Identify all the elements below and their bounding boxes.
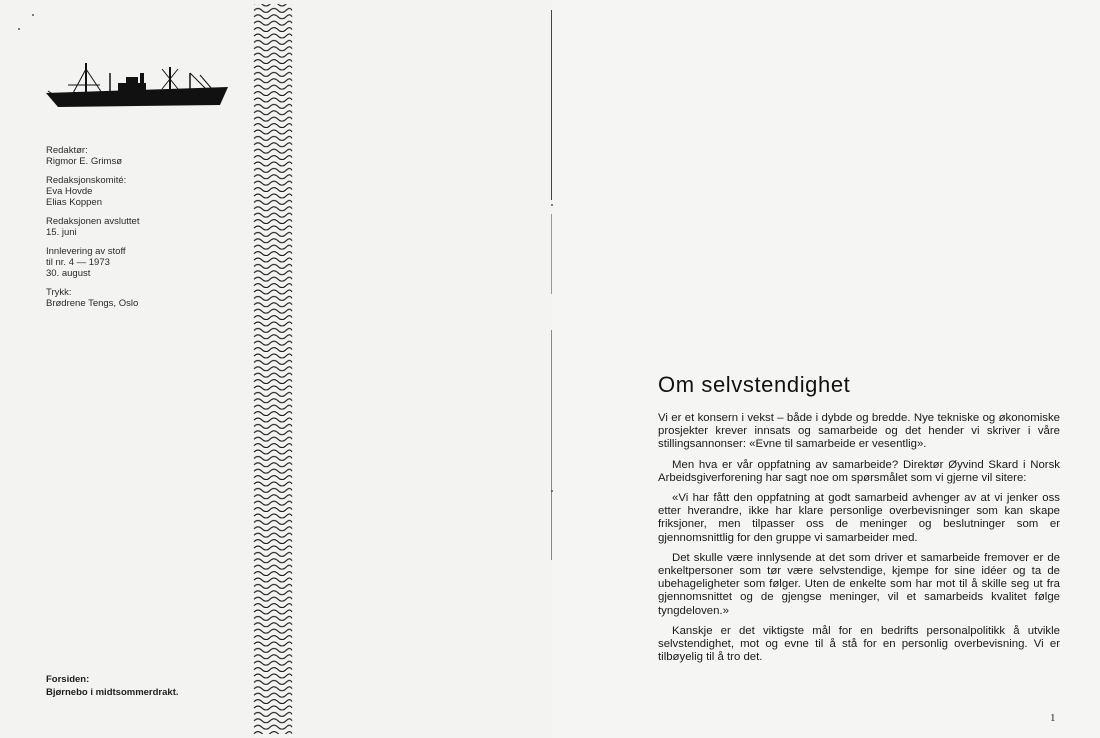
article-paragraph: Men hva er vår oppfatning av samarbeide? Direktør Øyvind Skard i Norsk Arbeidsgiverforening har sagt noe om spørsmålet som vi gjerne vil sitere: bbox=[658, 458, 1060, 484]
article-paragraph: Vi er et konsern i vekst – både i dybde og bredde. Nye tekniske og økonomiske prosjekter krever innsats og samarbeide og det hender vi skriver i våre stillingsannonser: «Evne til samarbeide er vesentlig». bbox=[658, 412, 1060, 451]
colophon-submission bbox=[46, 246, 236, 279]
colophon-closed bbox=[46, 216, 236, 238]
ship-logo-icon bbox=[40, 55, 235, 115]
article-paragraph: Kanskje er det viktigste mål for en bedrifts personalpolitikk å utvikle selvstendighet, mot og evne til å stå for en personlig overbevisning. Vi er tilbøyelig til å tro det. bbox=[658, 624, 1060, 664]
print-speck bbox=[551, 204, 553, 206]
article-quote: Det skulle være innlysende at det som driver et samarbeide fremover er de enkeltpersoner som tør være selvstendige, kjempe for sine idéer og ta de ubehageligheter som følger. Uten de enkelte som har mot til å skille seg ut fra gjennomsnittet og de gjengse meninger, vil et samarbeids kvalitet følge tyngdeloven.» bbox=[658, 551, 1060, 617]
article-quote: «Vi har fått den oppfatning at godt samarbeid avhenger av at vi jenker oss etter hverandre, ikke har klare personlige overbevisninger som kan skape friksjoner, men tilpasser oss de meninger og beslutninger som er gjennomsnittlig for den gruppe vi samarbeider med. bbox=[658, 492, 1060, 544]
print-speck bbox=[32, 14, 34, 16]
article-title: Om selvstendighet bbox=[658, 372, 851, 397]
article bbox=[658, 372, 1060, 671]
colophon-line: Trykk: bbox=[46, 287, 72, 298]
colophon-line: Redaksjonen avsluttet bbox=[46, 216, 140, 227]
page-number: 1 bbox=[1050, 712, 1056, 724]
colophon bbox=[46, 145, 236, 317]
colophon-line: til nr. 4 — 1973 bbox=[46, 257, 110, 268]
colophon-line: Eva Hovde bbox=[46, 186, 93, 197]
page-fold-line-3 bbox=[551, 330, 552, 560]
wave-pattern-decoration bbox=[253, 0, 293, 738]
colophon-line: Elias Koppen bbox=[46, 197, 102, 208]
page-fold-line bbox=[551, 10, 552, 200]
cover-caption-text: Bjørnebo i midtsommerdrakt. bbox=[46, 687, 179, 698]
cover-caption-label: Forsiden: bbox=[46, 674, 90, 685]
cover-caption bbox=[46, 673, 246, 699]
colophon-line: Rigmor E. Grimsø bbox=[46, 156, 122, 167]
print-speck bbox=[18, 28, 20, 30]
colophon-line: 30. august bbox=[46, 268, 91, 279]
colophon-line: Brødrene Tengs, Oslo bbox=[46, 298, 139, 309]
print-speck bbox=[551, 490, 553, 492]
colophon-line: Redaksjonskomité: bbox=[46, 175, 127, 186]
colophon-line: Redaktør: bbox=[46, 145, 88, 156]
colophon-committee bbox=[46, 175, 236, 208]
colophon-editor bbox=[46, 145, 236, 167]
page-fold-line-2 bbox=[551, 214, 552, 294]
colophon-printer bbox=[46, 287, 236, 309]
colophon-line: Innlevering av stoff bbox=[46, 246, 126, 257]
colophon-line: 15. juni bbox=[46, 227, 77, 238]
